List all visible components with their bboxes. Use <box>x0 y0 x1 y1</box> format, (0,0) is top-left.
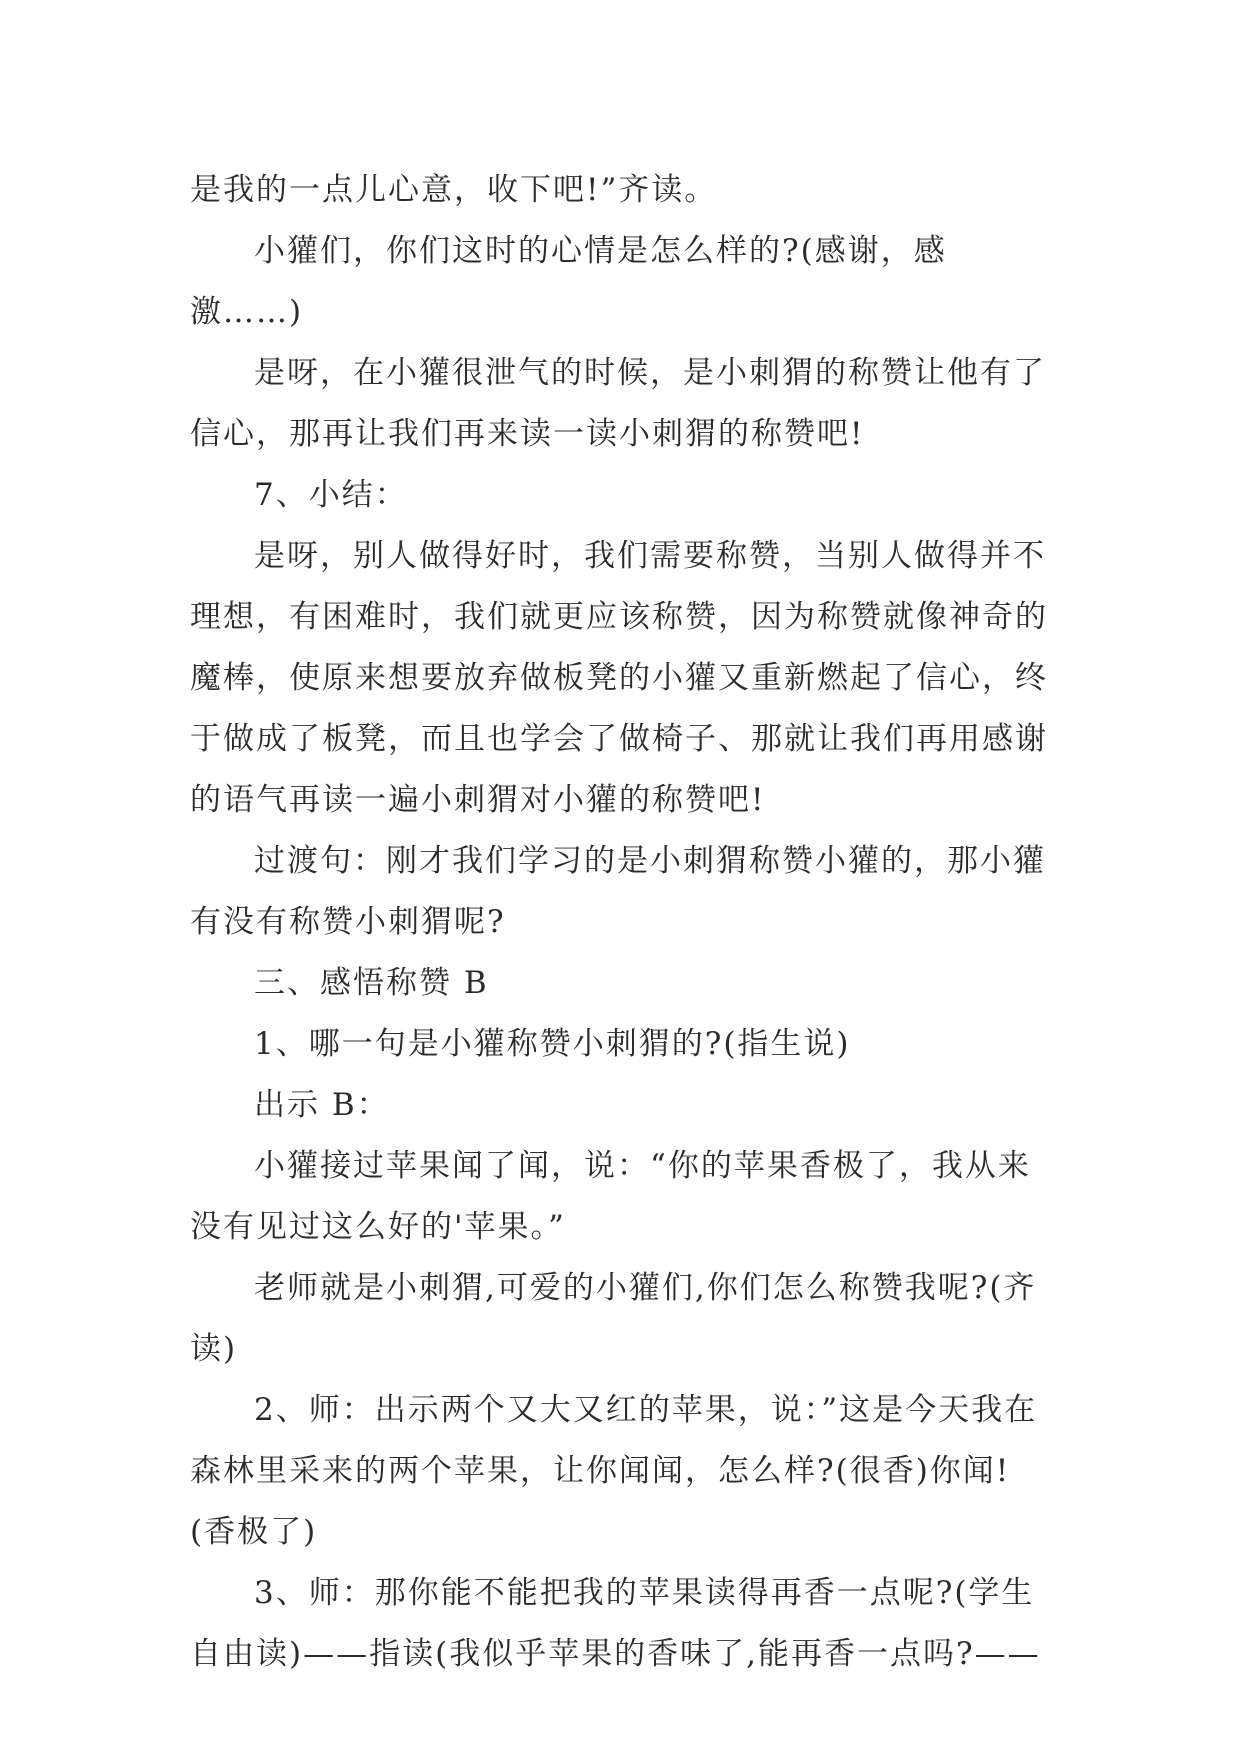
paragraph: 老师就是小刺猬,可爱的小獾们,你们怎么称赞我呢?(齐读) <box>190 1270 1037 1367</box>
paragraph: 小獾们，你们这时的心情是怎么样的?(感谢，感激……) <box>190 233 947 330</box>
paragraph: 是呀，别人做得好时，我们需要称赞，当别人做得并不理想，有困难时，我们就更应该称赞，因为称赞就像神奇的魔棒，使原来想要放弃做板凳的小獾又重新燃起了信心，终于做成了板凳，而且也学会了做椅子、那就让我们再用感谢的语气再读一遍小刺猬对小獾的称赞吧! <box>190 538 1048 818</box>
paragraph: 过渡句：刚才我们学习的是小刺猬称赞小獾的，那小獾有没有称赞小刺猬呢? <box>190 843 1046 940</box>
paragraph: 是呀，在小獾很泄气的时候，是小刺猬的称赞让他有了信心，那再让我们再来读一读小刺猬的称赞吧! <box>190 355 1046 452</box>
paragraph: 小獾接过苹果闻了闻，说：“你的苹果香极了，我从来没有见过这么好的'苹果。” <box>190 1148 1031 1245</box>
paragraph: 3、师：那你能不能把我的苹果读得再香一点呢?(学生自由读)——指读(我似乎苹果的香味了,能再香一点吗?—— <box>190 1575 1041 1672</box>
paragraph: 是我的一点儿心意，收下吧!”齐读。 <box>190 172 718 208</box>
section-heading: 三、感悟称赞 B <box>254 965 489 1001</box>
paragraph: 1、哪一句是小獾称赞小刺猬的?(指生说) <box>254 1026 851 1062</box>
paragraph: 2、师：出示两个又大又红的苹果，说：”这是今天我在森林里采来的两个苹果，让你闻闻，怎么样?(很香)你闻!(香极了) <box>190 1392 1038 1550</box>
paragraph: 7、小结： <box>254 477 408 513</box>
document-body <box>190 160 1050 1685</box>
paragraph: 出示 B： <box>254 1087 390 1123</box>
